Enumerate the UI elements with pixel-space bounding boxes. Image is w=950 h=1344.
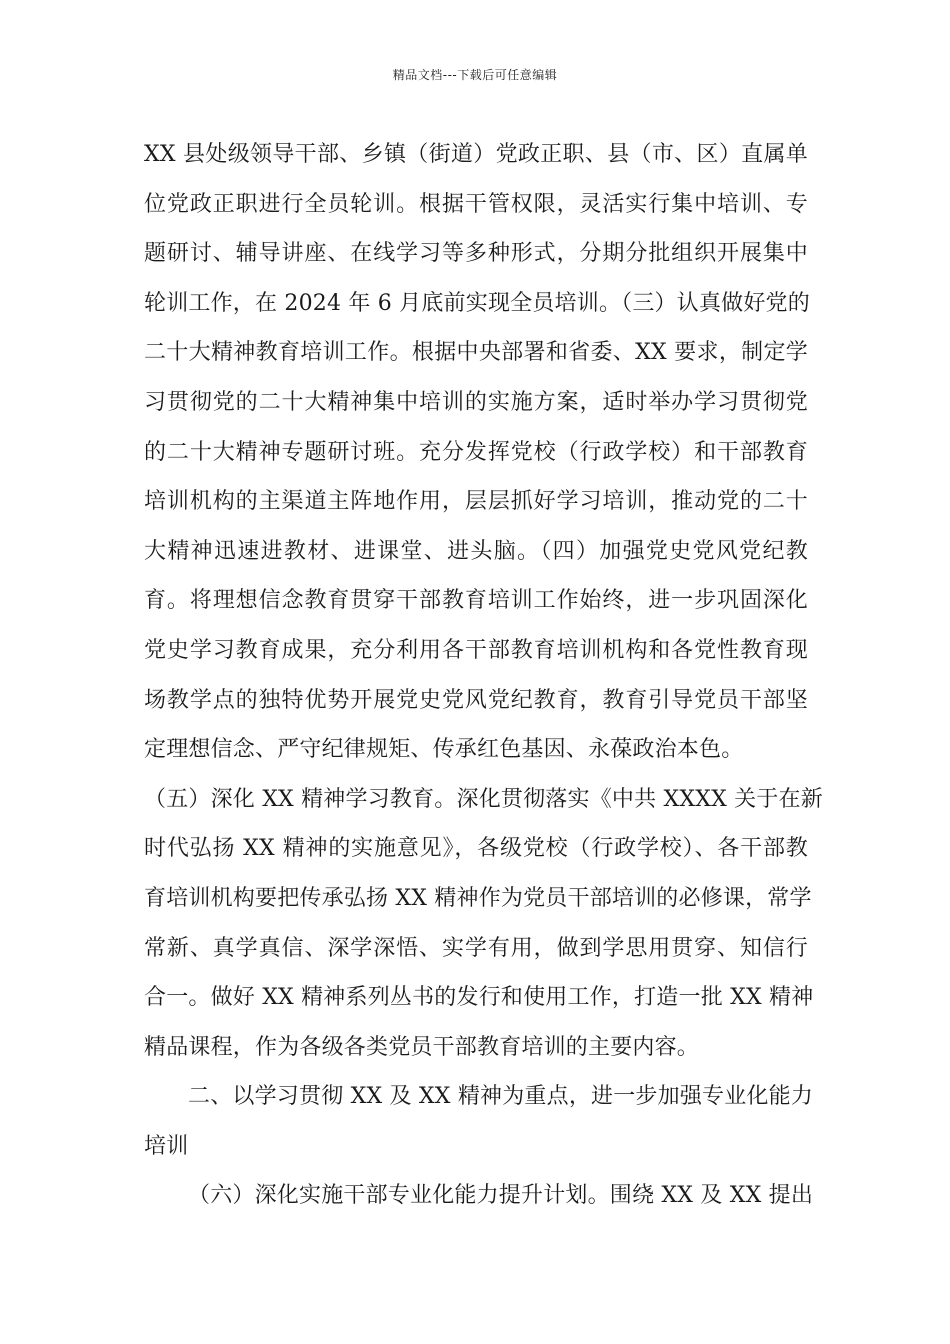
text-line: 时代弘扬 XX 精神的实施意见》，各级党校（行政学校）、各干部教 (144, 836, 808, 862)
document-body (144, 130, 823, 1221)
text-line: 合一。做好 XX 精神系列丛书的发行和使用工作，打造一批 XX 精神 (144, 985, 814, 1011)
text-line: 党史学习教育成果，充分利用各干部教育培训机构和各党性教育现 (144, 637, 808, 663)
text-line: 二十大精神教育培训工作。根据中央部署和省委、XX 要求，制定学 (144, 340, 808, 366)
text-line: 位党政正职进行全员轮训。根据干管权限，灵活实行集中培训、专 (144, 191, 808, 217)
text-line: 育培训机构要把传承弘扬 XX 精神作为党员干部培训的必修课，常学 (144, 885, 812, 911)
section-heading-line: 二、以学习贯彻 XX 及 XX 精神为重点，进一步加强专业化能力 (188, 1084, 814, 1110)
text-line: 的二十大精神专题研讨班。充分发挥党校（行政学校）和干部教育 (144, 439, 808, 465)
section-heading-line: 培训 (144, 1133, 189, 1159)
text-line: 育。将理想信念教育贯穿干部教育培训工作始终，进一步巩固深化 (144, 588, 808, 614)
text-line: 题研讨、辅导讲座、在线学习等多种形式，分期分批组织开展集中 (144, 241, 808, 267)
text-line: 大精神迅速进教材、进课堂、进头脑。（四）加强党史党风党纪教 (144, 538, 808, 564)
text-line: （六）深化实施干部专业化能力提升计划。围绕 XX 及 XX 提出 (188, 1183, 814, 1209)
text-line: 培训机构的主渠道主阵地作用，层层抓好学习培训，推动党的二十 (144, 489, 808, 515)
text-line: 轮训工作，在 2024 年 6 月底前实现全员培训。（三）认真做好党的 (144, 290, 810, 316)
page-header: 精品文档---下载后可任意编辑 (392, 68, 558, 82)
text-line: XX 县处级领导干部、乡镇（街道）党政正职、县（市、区）直属单 (144, 142, 808, 167)
text-line: 常新、真学真信、深学深悟、实学有用，做到学思用贯穿、知信行 (144, 935, 808, 961)
text-line: 习贯彻党的二十大精神集中培训的实施方案，适时举办学习贯彻党 (144, 389, 808, 415)
text-line: （五）深化 XX 精神学习教育。深化贯彻落实《中共 XXXX 关于在新 (144, 786, 823, 812)
text-line: 精品课程，作为各级各类党员干部教育培训的主要内容。 (144, 1034, 700, 1060)
text-line: 场教学点的独特优势开展党史党风党纪教育，教育引导党员干部坚 (144, 687, 808, 713)
text-line: 定理想信念、严守纪律规矩、传承红色基因、永葆政治本色。 (144, 737, 744, 763)
